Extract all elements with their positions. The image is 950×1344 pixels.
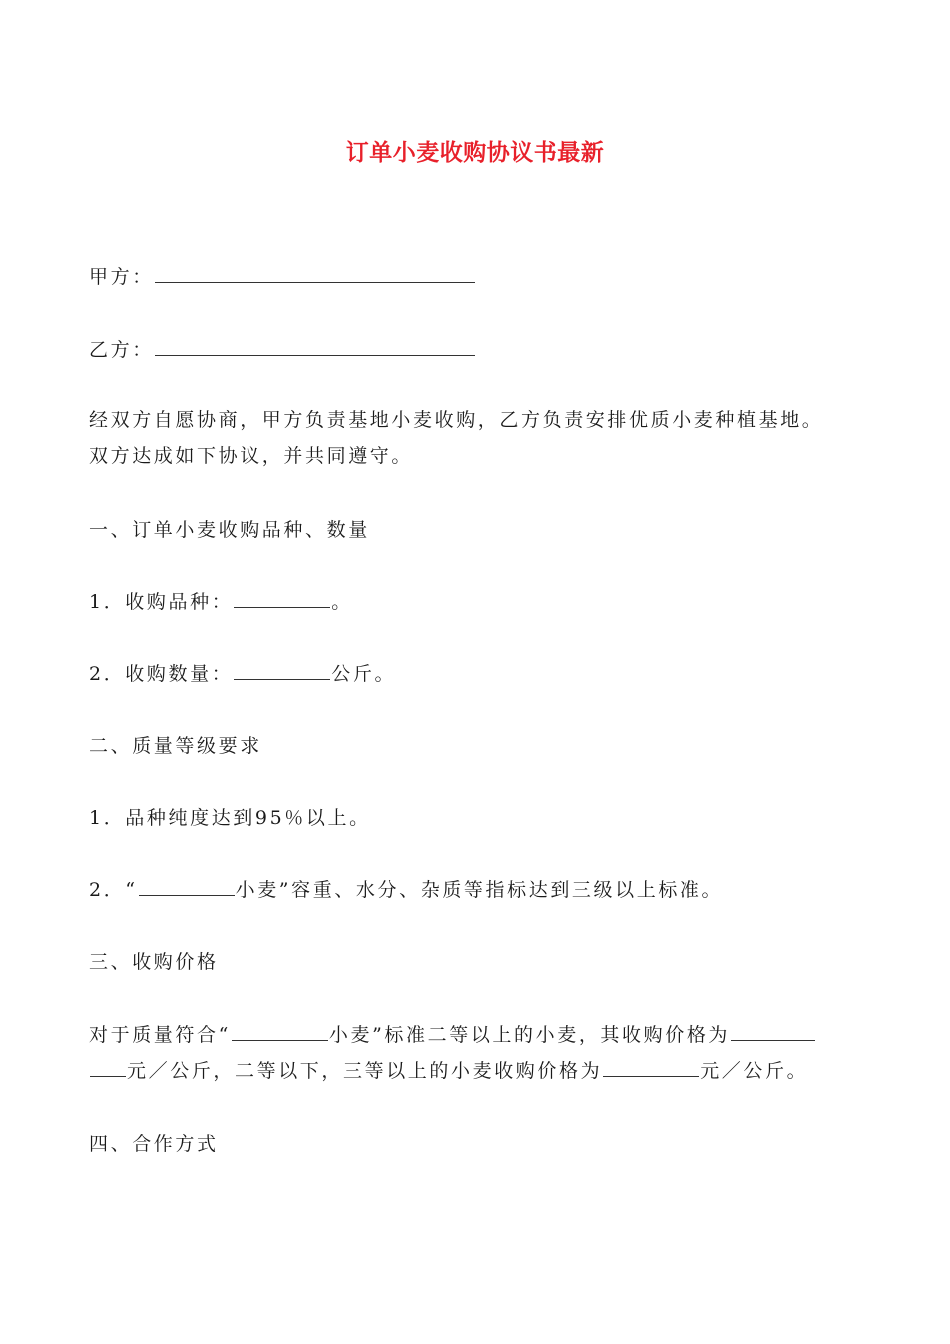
- third-grade-price-blank: [603, 1058, 699, 1077]
- wheat-name-blank: [139, 877, 235, 896]
- s3-line-2: [89, 1053, 869, 1089]
- s2-item-2-prefix: 2．“: [89, 879, 138, 901]
- s3-line-1: [89, 1017, 869, 1053]
- price-blank-part-2: [90, 1058, 126, 1077]
- party-b-label: 乙方：: [89, 339, 154, 361]
- section-3-paragraph: [89, 1017, 869, 1089]
- party-a-label: 甲方：: [89, 266, 154, 288]
- party-a-line: [89, 264, 476, 290]
- section-2-heading: 二、质量等级要求: [89, 735, 262, 757]
- section-2-item-2: [89, 877, 723, 903]
- standard-wheat-blank: [232, 1022, 328, 1041]
- s3-line-2-suffix: 元／公斤。: [700, 1060, 809, 1082]
- quantity-blank: [234, 661, 330, 680]
- party-b-line: [89, 337, 476, 363]
- section-4-heading: 四、合作方式: [89, 1133, 219, 1155]
- section-1-item-1: [89, 589, 353, 615]
- section-3-heading: 三、收购价格: [89, 951, 219, 973]
- section-2-item-1: 1．品种纯度达到95％以上。: [89, 807, 371, 829]
- document-title: 订单小麦收购协议书最新: [345, 140, 605, 166]
- section-1-heading: 一、订单小麦收购品种、数量: [89, 519, 370, 541]
- item-2-label: 2．收购数量：: [89, 663, 234, 685]
- s3-line-1-middle: 小麦”标准二等以上的小麦，其收购价格为: [328, 1024, 731, 1046]
- s3-line-1-prefix: 对于质量符合“: [89, 1024, 231, 1046]
- intro-line-1: 经双方自愿协商，甲方负责基地小麦收购，乙方负责安排优质小麦种植基地。: [89, 409, 824, 431]
- s2-item-2-suffix: 小麦”容重、水分、杂质等指标达到三级以上标准。: [235, 879, 724, 901]
- price-blank-part-1: [731, 1022, 815, 1041]
- variety-blank: [234, 589, 330, 608]
- s3-line-2-middle: 元／公斤，二等以下，三等以上的小麦收购价格为: [127, 1060, 603, 1082]
- intro-paragraph: [89, 402, 869, 474]
- item-1-suffix: 。: [331, 591, 353, 613]
- intro-line-2: 双方达成如下协议，并共同遵守。: [89, 445, 414, 467]
- section-1-item-2: [89, 661, 396, 687]
- party-a-blank: [155, 264, 475, 283]
- item-2-suffix: 公斤。: [331, 663, 397, 685]
- item-1-label: 1．收购品种：: [89, 591, 234, 613]
- party-b-blank: [155, 337, 475, 356]
